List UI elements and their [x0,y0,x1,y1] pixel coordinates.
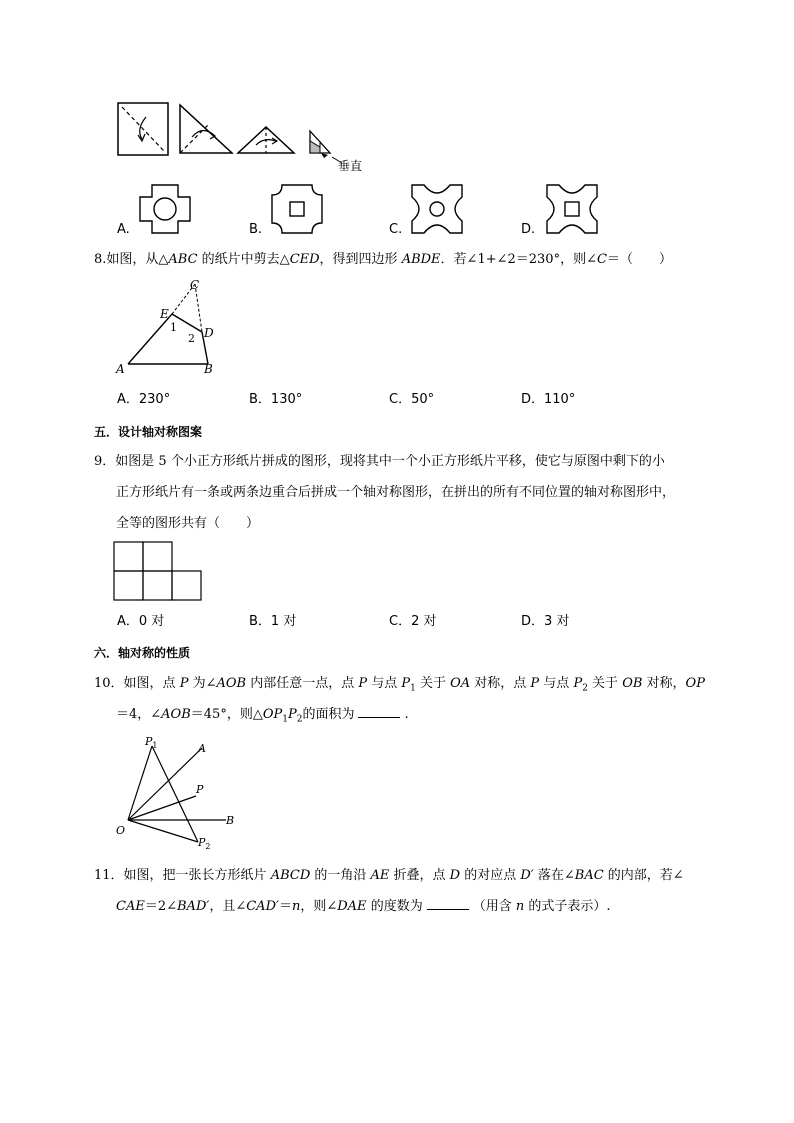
fold-label-vertical: 垂直 [338,159,363,173]
q9-option-b[interactable]: B．1 对 [249,614,297,629]
q8-option-c[interactable]: C．50° [389,392,435,407]
q9-option-c[interactable]: C．2 对 [389,614,437,629]
label-o: O [116,824,126,837]
label-p1: $P_1$ [145,735,158,750]
q11-answer-blank[interactable] [427,897,469,910]
q9-option-a[interactable]: A．0 对 [117,614,165,629]
q10-answer-blank[interactable] [358,705,400,718]
q11-question-line2: CAE＝2∠BAD′，且∠CAD′＝n，则∠DAE 的度数为 （用含 n 的式子表示）. [116,899,611,914]
q7-option-b-shape [270,183,324,235]
q11-question-line1: 11．如图，把一张长方形纸片 ABCD 的一角沿 AE 折叠，点 D 的对应点 D′ 落在∠BAC 的内部，若∠ [94,868,684,883]
q9-question-line3: 全等的图形共有（ ） [116,516,260,531]
label-b: B [226,814,235,827]
q7-option-c-letter: C. [389,222,403,237]
q7-option-b-letter: B. [249,222,263,237]
q7-option-d-letter: D. [521,222,536,237]
label-c: C [190,278,200,292]
q7-option-a-shape [138,183,192,235]
q10-angle-figure [112,734,242,852]
q8-question: 8.如图，从△ABC 的纸片中剪去△CED，得到四边形 ABDE．若∠1+∠2＝230°，则∠C＝（ ） [94,252,672,267]
q10-question-line1: 10．如图，点 P 为∠AOB 内部任意一点，点 P 与点 $P_1$ 关于 OA 对称，点 P 与点 $P_2$ 关于 OB 对称，OP [94,676,705,694]
label-a: A [198,742,206,755]
label-e: E [160,307,169,321]
q7-option-c[interactable] [389,222,402,237]
label-d: D [204,326,214,340]
label-b: B [204,362,213,376]
q7-option-d-shape [545,183,599,235]
q8-option-d[interactable]: D．110° [521,392,576,407]
q7-option-a-letter: A. [117,222,130,237]
q10-question-line2: ＝4，∠AOB＝45°，则$\triangle OP_1P_2$的面积为 . [116,707,409,725]
q7-option-b[interactable] [249,222,262,237]
q9-question-line2: 正方形纸片有一条或两条边重合后拼成一个轴对称图形，在拼出的所有不同位置的轴对称图形中， [116,485,676,500]
q7-option-c-shape [410,183,464,235]
q9-option-d[interactable]: D．3 对 [521,614,570,629]
label-angle-2: 2 [188,332,195,345]
q7-option-a[interactable] [117,222,130,237]
label-p: P [196,783,204,796]
q9-squares-figure [112,540,206,602]
label-a: A [116,362,125,376]
q8-option-a[interactable]: A．230° [117,392,171,407]
q8-option-b[interactable]: B．130° [249,392,303,407]
label-angle-1: 1 [170,321,177,334]
section-heading-5: 五．设计轴对称图案 [94,425,203,439]
q7-option-d[interactable] [521,222,535,237]
section-heading-6: 六．轴对称的性质 [94,646,191,660]
q8-triangle-figure [108,276,228,378]
label-p2: $P_2$ [198,836,211,851]
q9-question-line1: 9．如图是 5 个小正方形纸片拼成的图形，现将其中一个小正方形纸片平移，使它与原图中剩下的小 [94,454,665,469]
